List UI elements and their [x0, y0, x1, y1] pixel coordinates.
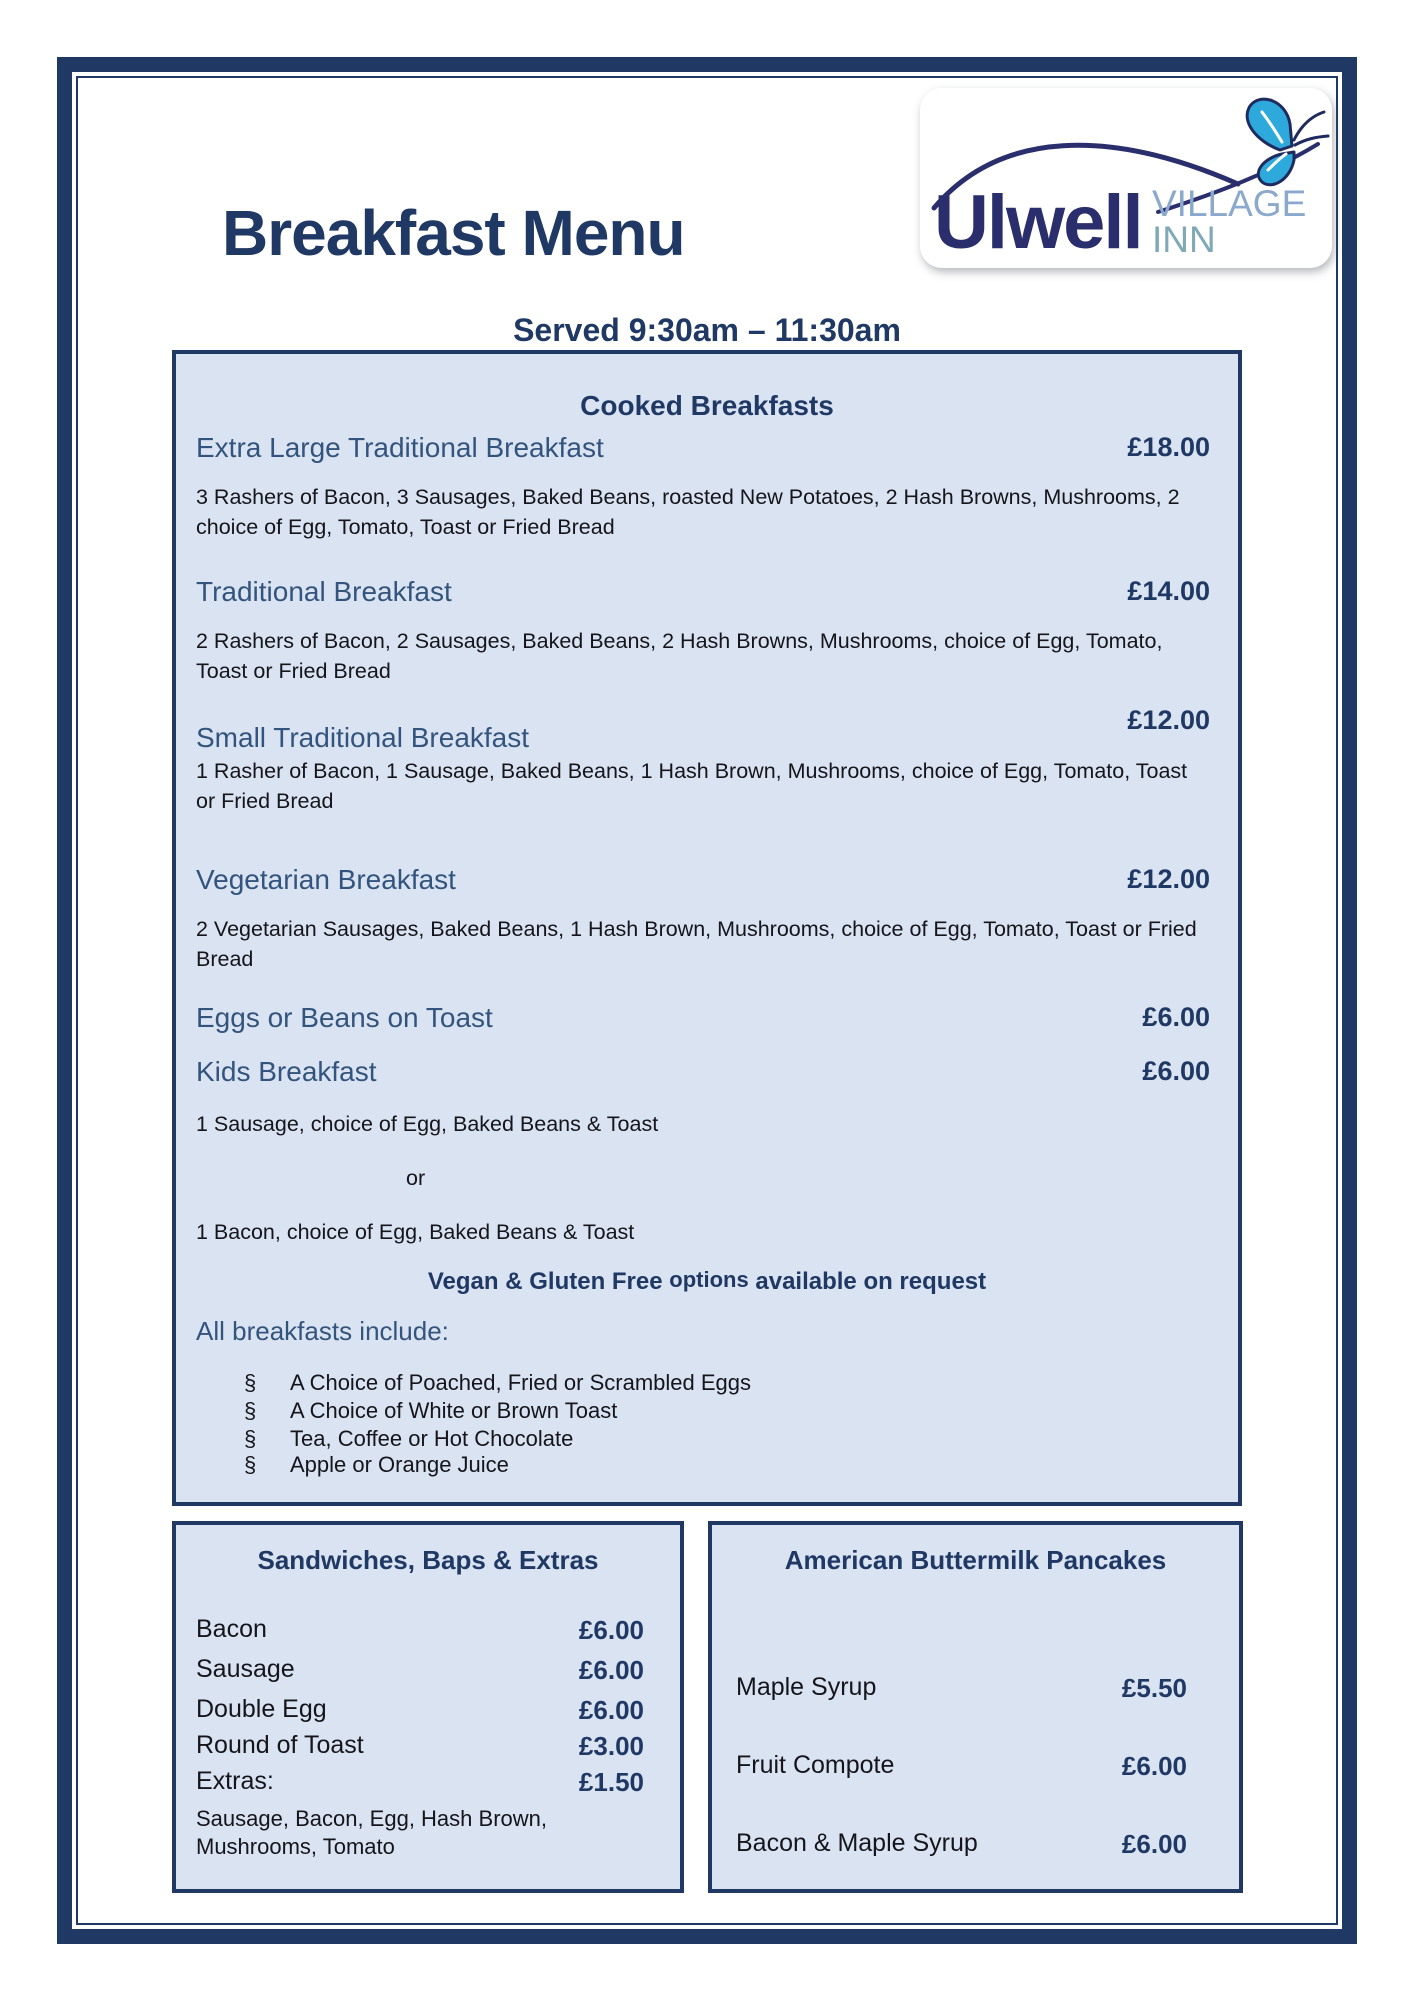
menu-item-row: [196, 864, 1210, 896]
cooked-breakfasts-header: Cooked Breakfasts: [580, 390, 834, 421]
item-price: £6.00: [1121, 1829, 1187, 1859]
vegan-note-part2: options: [669, 1267, 749, 1292]
ulwell-village-inn-logo: [920, 88, 1332, 268]
item-name: Fruit Compote: [736, 1751, 895, 1779]
include-bullet-item: [244, 1452, 509, 1478]
item-price: £5.50: [1121, 1673, 1187, 1703]
item-price: £14.00: [1127, 576, 1210, 606]
section-bullet-icon: §: [244, 1398, 257, 1423]
include-text: Tea, Coffee or Hot Chocolate: [290, 1426, 574, 1451]
logo-village: VILLAGE: [1152, 183, 1307, 224]
include-text: Apple or Orange Juice: [290, 1452, 509, 1477]
extras-note-line2: Mushrooms, Tomato: [196, 1834, 395, 1859]
include-text: A Choice of White or Brown Toast: [290, 1398, 618, 1423]
item-name: Eggs or Beans on Toast: [196, 1002, 493, 1033]
menu-item-row: [196, 576, 1210, 608]
logo-name: Ulwell: [934, 180, 1142, 265]
item-price: £6.00: [578, 1655, 644, 1685]
item-price: £18.00: [1127, 432, 1210, 462]
item-price: £6.00: [578, 1695, 644, 1725]
logo-inn: INN: [1152, 219, 1216, 260]
item-price: £6.00: [1142, 1002, 1210, 1032]
item-description: 1 Rasher of Bacon, 1 Sausage, Baked Beans, 1 Hash Brown, Mushrooms, choice of Egg, Tomato, Toast or Fried Bread: [196, 759, 1188, 813]
include-text: A Choice of Poached, Fried or Scrambled Eggs: [290, 1370, 752, 1395]
item-name: Bacon & Maple Syrup: [736, 1829, 978, 1857]
item-price: £12.00: [1127, 864, 1210, 894]
menu-item-row: [196, 1002, 1210, 1034]
item-name: Double Egg: [196, 1695, 327, 1723]
item-name: Maple Syrup: [736, 1673, 877, 1701]
item-name: Sausage: [196, 1655, 295, 1683]
vegan-note-part1: Vegan & Gluten Free: [427, 1268, 663, 1295]
menu-item-row: [196, 1615, 644, 1646]
menu-item-row: [196, 1695, 644, 1726]
include-bullet-item: [244, 1426, 573, 1452]
butterfly-icon: [1247, 99, 1328, 185]
section-bullet-icon: §: [244, 1426, 257, 1451]
item-name: Small Traditional Breakfast: [196, 722, 530, 753]
item-name: Kids Breakfast: [196, 1056, 377, 1087]
or-separator: or: [406, 1166, 426, 1190]
menu-item-row: [736, 1751, 1187, 1782]
sandwiches-header: Sandwiches, Baps & Extras: [257, 1545, 599, 1575]
item-name: Extra Large Traditional Breakfast: [196, 432, 604, 463]
item-name: Round of Toast: [196, 1731, 364, 1759]
item-price: £3.00: [578, 1731, 644, 1761]
extras-note-line1: Sausage, Bacon, Egg, Hash Brown,: [196, 1806, 547, 1831]
item-name: Vegetarian Breakfast: [196, 864, 456, 895]
kids-option-1: 1 Sausage, choice of Egg, Baked Beans & Toast: [196, 1112, 659, 1136]
item-description: 3 Rashers of Bacon, 3 Sausages, Baked Beans, roasted New Potatoes, 2 Hash Browns, Mushrooms, 2 choice of Egg, Tomato, Toast or Fried Bread: [196, 485, 1180, 539]
menu-item-row: [196, 1655, 644, 1686]
menu-item-row: [196, 1767, 644, 1798]
vegan-note: [176, 1268, 1238, 1296]
item-name: Bacon: [196, 1615, 267, 1643]
item-price: £12.00: [1127, 705, 1210, 735]
item-description: 2 Vegetarian Sausages, Baked Beans, 1 Hash Brown, Mushrooms, choice of Egg, Tomato, Toast or Fried Bread: [196, 917, 1197, 971]
includes-label: All breakfasts include:: [196, 1316, 449, 1346]
kids-option-2: 1 Bacon, choice of Egg, Baked Beans & Toast: [196, 1220, 635, 1244]
menu-item-row: [196, 1731, 644, 1762]
item-price: £6.00: [1142, 1056, 1210, 1086]
pancakes-box: [708, 1521, 1243, 1893]
menu-item-row: [196, 705, 1210, 754]
cooked-breakfasts-box: [172, 350, 1242, 1506]
item-price: £6.00: [578, 1615, 644, 1645]
pancakes-header: American Buttermilk Pancakes: [784, 1545, 1167, 1575]
menu-item-row: [196, 1056, 1210, 1088]
vegan-note-part3: available on request: [755, 1268, 987, 1295]
section-bullet-icon: §: [244, 1370, 257, 1395]
item-description: 2 Rashers of Bacon, 2 Sausages, Baked Beans, 2 Hash Browns, Mushrooms, choice of Egg, Tomato, Toast or Fried Bread: [196, 629, 1163, 683]
menu-item-row: [736, 1673, 1187, 1704]
item-name: Traditional Breakfast: [196, 576, 452, 607]
served-time: Served 9:30am – 11:30am: [513, 312, 901, 348]
item-price: £1.50: [578, 1767, 644, 1797]
page-title: Breakfast Menu: [222, 197, 685, 269]
menu-item-row: [736, 1829, 1187, 1860]
include-bullet-item: [244, 1398, 617, 1424]
item-name: Extras:: [196, 1767, 274, 1795]
item-price: £6.00: [1121, 1751, 1187, 1781]
menu-item-row: [196, 432, 1210, 464]
logo-graphic: [920, 88, 1332, 268]
sandwiches-box: [172, 1521, 684, 1893]
section-bullet-icon: §: [244, 1452, 257, 1477]
include-bullet-item: [244, 1370, 751, 1396]
